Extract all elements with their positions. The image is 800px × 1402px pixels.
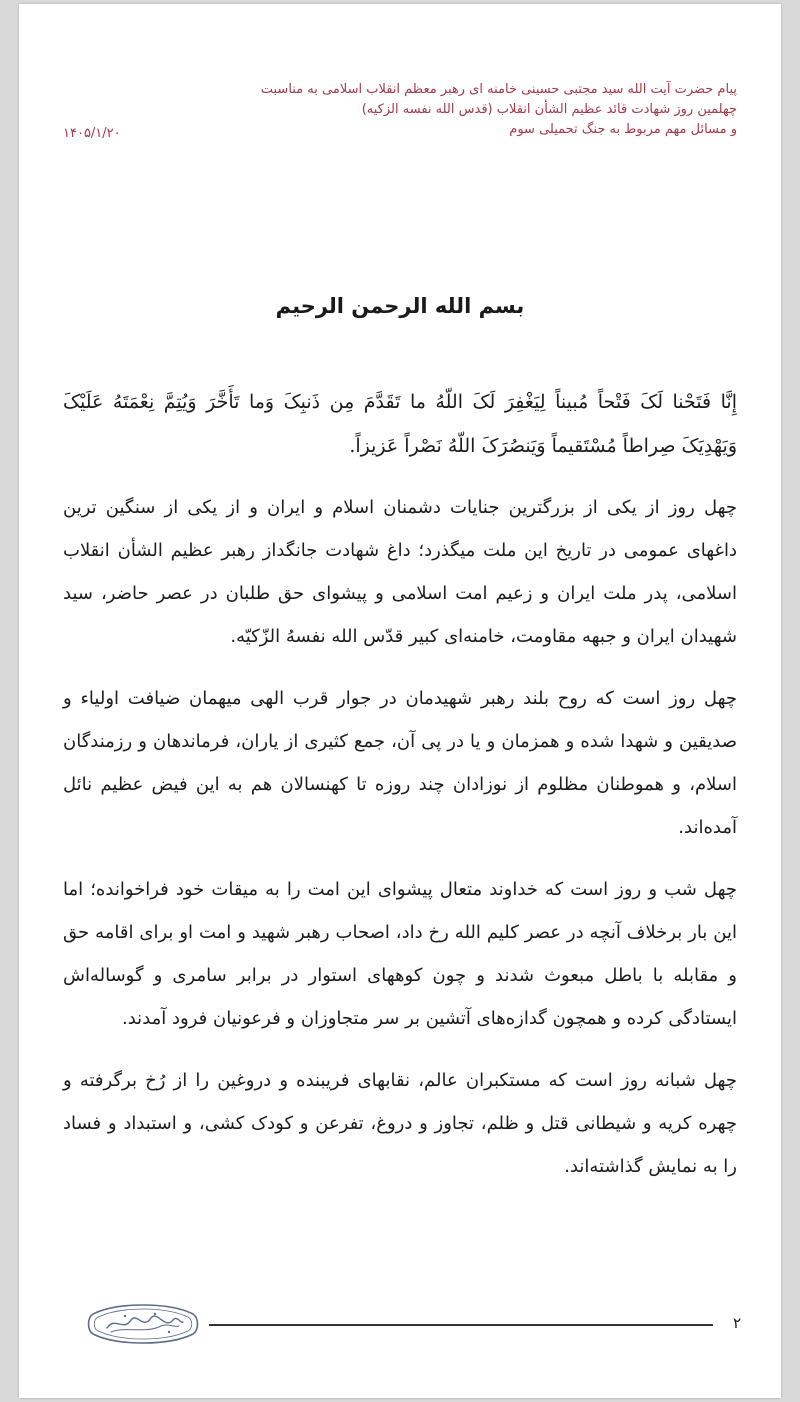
body-paragraph-2: چهل روز است که روح بلند رهبر شهیدمان در جوار قرب الهی میهمان ضیافت اولیاء و صدیقین و شهدا شده و همزمان و یا در پی آن، جمع کثیری از یاران، فرماندهان و رزمندگان اسلام، و هموطنان مظلوم از نوزادان چند روزه تا کهنسالان هم به این فیض عظیم نائل آمده‌اند. xyxy=(63,688,737,838)
bismillah-heading: بسم الله الرحمن الرحیم xyxy=(275,294,525,318)
header-line-1: پیام حضرت آیت الله سید مجتبی حسینی خامنه ای رهبر معظم انقلاب اسلامی به مناسبت xyxy=(260,82,737,97)
page-number: ۲ xyxy=(732,1314,741,1332)
page-footer xyxy=(59,1302,741,1352)
message-body xyxy=(63,380,737,1207)
quran-verse-paragraph: إِنَّا فَتَحْنا لَکَ فَتْحاً مُبیناً لِیَغْفِرَ لَکَ اللّهُ ما تَقَدَّمَ مِن ذَنبِکَ وَما تَأَخَّرَ وَیُتِمَّ نِعْمَتَهُ عَلَیْکَ وَیَهْدِیَکَ صِراطاً مُسْتَقیماً وَیَنصُرَکَ اللّهُ نَصْراً عَزیزاً. xyxy=(63,391,737,457)
signature-seal-icon xyxy=(85,1302,201,1346)
body-paragraph-1: چهل روز از یکی از بزرگترین جنایات دشمنان اسلام و ایران و از یکی از سنگین ترین داغهای عمومی در تاریخ این ملت میگذرد؛ داغ شهادت جانگداز رهبر عظیم الشأن انقلاب اسلامی، پدر ملت ایران و زعیم امت اسلامی و پیشوای حق طلبان در عصر حاضر، سید شهیدان ایران و جبهه مقاومت، خامنه‌ای کبیر قدّس الله نفسهُ الزّکیّه. xyxy=(63,497,737,647)
footer-divider xyxy=(209,1324,713,1326)
header-line-3: و مسائل مهم مربوط به جنگ تحمیلی سوم xyxy=(509,122,737,137)
header-line-2: چهلمین روز شهادت قائد عظیم الشأن انقلاب (قدس الله نفسه الزکیه) xyxy=(361,102,737,117)
body-paragraph-3: چهل شب و روز است که خداوند متعال پیشوای این امت را به میقات خود فراخوانده؛ اما این بار برخلاف آنچه در عصر کلیم الله رخ داد، اصحاب رهبر شهید و امت او برای اقامه حق و مقابله با باطل مبعوث شدند و چون کوههای استوار در برابر سامری و گوساله‌اش ایستادگی کرده و همچون گدازه‌های آتشین بر سر متجاوزان و فرعونیان فرود آمدند. xyxy=(63,879,737,1029)
message-header xyxy=(59,80,737,140)
document-page xyxy=(19,4,781,1398)
body-paragraph-4: چهل شبانه روز است که مستکبران عالم، نقابهای فریبنده و دروغین را از رُخ برگرفته و چهره کریه و شیطانی قتل و ظلم، تجاوز و دروغ، تفرعن و کودک کشی، و استبداد و فساد را به نمایش گذاشته‌اند. xyxy=(63,1070,737,1177)
header-date: ۱۴۰۵/۱/۲۰ xyxy=(63,126,121,141)
